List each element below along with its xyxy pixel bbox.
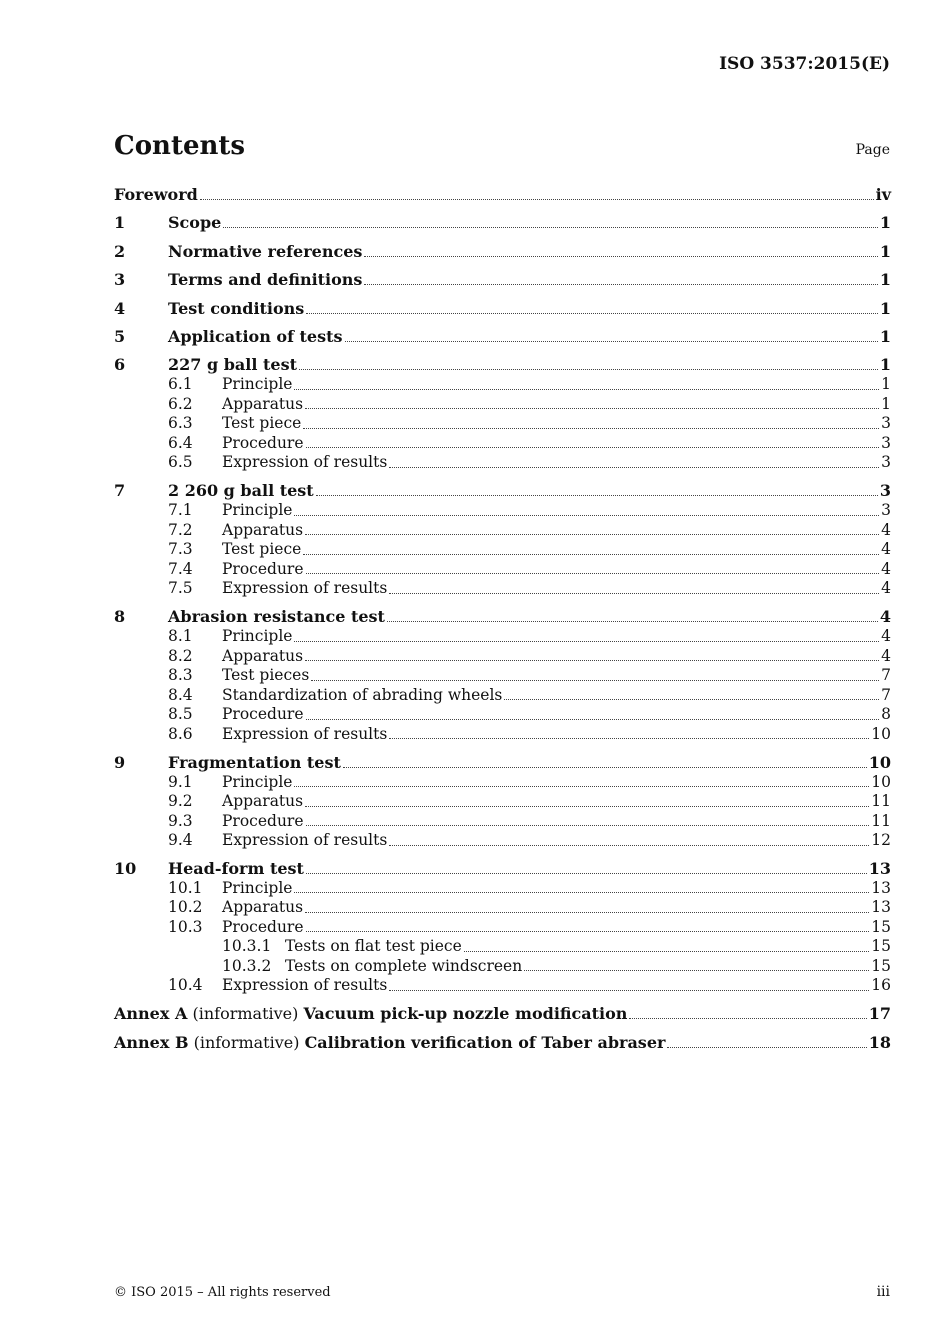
dot-leader bbox=[294, 785, 869, 787]
toc-entry-page: 10 bbox=[871, 724, 891, 743]
toc-entry-page: 4 bbox=[881, 559, 891, 578]
dot-leader bbox=[667, 1046, 866, 1048]
toc-entry-page: 3 bbox=[881, 414, 891, 433]
annex-heading bbox=[114, 1033, 665, 1053]
toc-entry-number: 10.3.1 bbox=[222, 937, 272, 956]
toc-entry[interactable] bbox=[114, 453, 891, 473]
toc-entry[interactable] bbox=[114, 375, 891, 395]
toc-entry-page: 1 bbox=[879, 326, 891, 346]
toc-entry-page: 1 bbox=[879, 298, 891, 318]
toc-entry[interactable] bbox=[114, 627, 891, 647]
toc-entry-number: 10.3 bbox=[168, 917, 203, 936]
dot-leader bbox=[389, 737, 869, 739]
toc-entry-page: 4 bbox=[881, 520, 891, 539]
toc-entry-page: 1 bbox=[881, 394, 891, 413]
toc-entry-page: 4 bbox=[881, 579, 891, 598]
toc-entry-title: Procedure bbox=[222, 559, 304, 578]
dot-leader bbox=[345, 340, 878, 342]
dot-leader bbox=[464, 950, 869, 952]
toc-entry-page: 13 bbox=[868, 858, 891, 878]
toc-entry-page: 15 bbox=[871, 956, 891, 975]
toc-entry-number: 6.3 bbox=[168, 414, 193, 433]
toc-entry-number: 7 bbox=[114, 481, 126, 501]
toc-entry-page: iv bbox=[875, 185, 891, 204]
toc-entry[interactable] bbox=[114, 666, 891, 686]
toc-entry-number: 9.4 bbox=[168, 831, 193, 850]
toc-entry[interactable] bbox=[114, 725, 891, 745]
page-title: Contents bbox=[114, 131, 246, 161]
dot-leader bbox=[303, 427, 879, 429]
toc-entry[interactable] bbox=[114, 327, 891, 347]
toc-entry-number: 8.2 bbox=[168, 646, 193, 665]
dot-leader bbox=[294, 388, 879, 390]
toc-entry[interactable] bbox=[114, 918, 891, 938]
toc-annex-entry[interactable] bbox=[114, 1004, 891, 1024]
toc-entry[interactable] bbox=[114, 879, 891, 899]
toc-entry[interactable] bbox=[114, 812, 891, 832]
toc-entry-title: Apparatus bbox=[222, 646, 304, 665]
toc-entry-title: Procedure bbox=[222, 705, 304, 724]
dot-leader bbox=[305, 659, 879, 661]
annex-title: Calibration verification of Taber abraser bbox=[304, 1032, 666, 1052]
dot-leader bbox=[305, 407, 879, 409]
toc-entry-page: 8 bbox=[881, 705, 891, 724]
toc-entry[interactable] bbox=[114, 501, 891, 521]
toc-entry-page: 13 bbox=[871, 898, 891, 917]
toc-entry-page: 4 bbox=[881, 540, 891, 559]
toc-entry-title: Expression of results bbox=[222, 976, 388, 995]
dot-leader bbox=[389, 466, 879, 468]
annex-heading bbox=[114, 1004, 627, 1024]
toc-entry-page: 16 bbox=[871, 976, 891, 995]
dot-leader bbox=[629, 1017, 866, 1019]
dot-leader bbox=[306, 930, 870, 932]
toc-entry-title: 2 260 g ball test bbox=[168, 481, 314, 501]
toc-entry[interactable] bbox=[114, 957, 891, 977]
dot-leader bbox=[343, 766, 867, 768]
toc-entry-page: 7 bbox=[881, 685, 891, 704]
dot-leader bbox=[306, 824, 870, 826]
dot-leader bbox=[387, 620, 878, 622]
toc-entry[interactable] bbox=[114, 579, 891, 599]
toc-entry-page: 3 bbox=[881, 501, 891, 520]
toc-entry-title: Foreword bbox=[114, 185, 198, 204]
toc-entry-title: Test piece bbox=[222, 540, 302, 559]
toc-entry-number: 6.5 bbox=[168, 453, 193, 472]
dot-leader bbox=[294, 640, 879, 642]
toc-entry-page: 15 bbox=[871, 937, 891, 956]
annex-page: 18 bbox=[868, 1032, 891, 1052]
toc-entry-title: Standardization of abrading wheels bbox=[222, 685, 503, 704]
dot-leader bbox=[524, 969, 869, 971]
dot-leader bbox=[364, 283, 877, 285]
dot-leader bbox=[316, 494, 878, 496]
toc-entry[interactable] bbox=[114, 560, 891, 580]
toc-entry[interactable] bbox=[114, 831, 891, 851]
annex-page: 17 bbox=[868, 1004, 891, 1024]
toc-entry-number: 2 bbox=[114, 241, 126, 261]
table-of-contents bbox=[114, 185, 891, 1053]
toc-entry-title: Procedure bbox=[222, 433, 304, 452]
toc-entry-number: 7.5 bbox=[168, 579, 193, 598]
toc-entry-title: Expression of results bbox=[222, 579, 388, 598]
toc-entry-number: 10.4 bbox=[168, 976, 203, 995]
toc-entry[interactable] bbox=[114, 607, 891, 627]
dot-leader bbox=[389, 592, 879, 594]
toc-entry[interactable] bbox=[114, 976, 891, 996]
toc-entry-page: 1 bbox=[881, 375, 891, 394]
toc-entry-title: Test conditions bbox=[168, 298, 305, 318]
toc-entry-number: 8.3 bbox=[168, 666, 193, 685]
toc-entry-page: 4 bbox=[881, 646, 891, 665]
toc-entry[interactable] bbox=[114, 299, 891, 319]
toc-entry-number: 8.4 bbox=[168, 685, 193, 704]
toc-entry-title: Normative references bbox=[168, 241, 363, 261]
toc-entry-title: Apparatus bbox=[222, 520, 304, 539]
annex-type: (informative) bbox=[193, 1032, 300, 1052]
toc-entry-title: Principle bbox=[222, 501, 293, 520]
toc-entry-number: 9.1 bbox=[168, 772, 193, 791]
toc-entry-title: Expression of results bbox=[222, 724, 388, 743]
toc-entry[interactable] bbox=[114, 213, 891, 233]
toc-entry-page: 11 bbox=[871, 811, 891, 830]
toc-entry-title: Principle bbox=[222, 627, 293, 646]
toc-entry-number: 7.3 bbox=[168, 540, 193, 559]
document-id: ISO 3537:2015(E) bbox=[719, 54, 890, 74]
toc-entry-number: 9 bbox=[114, 752, 126, 772]
toc-entry-title: Fragmentation test bbox=[168, 752, 341, 772]
dot-leader bbox=[306, 312, 878, 314]
toc-entry-number: 7.4 bbox=[168, 559, 193, 578]
toc-entry-title: Test pieces bbox=[222, 666, 310, 685]
toc-entry-page: 4 bbox=[879, 607, 891, 627]
toc-entry-number: 6.4 bbox=[168, 433, 193, 452]
annex-label: Annex B bbox=[114, 1032, 189, 1052]
toc-entry-title: Principle bbox=[222, 375, 293, 394]
toc-entry-title: Terms and definitions bbox=[168, 270, 363, 290]
toc-entry-page: 3 bbox=[881, 453, 891, 472]
dot-leader bbox=[200, 198, 874, 200]
toc-entry-number: 8 bbox=[114, 607, 126, 627]
toc-entry-page: 10 bbox=[868, 752, 891, 772]
toc-entry-number: 6.1 bbox=[168, 375, 193, 394]
toc-entry-number: 10.1 bbox=[168, 878, 203, 897]
toc-entry-title: Procedure bbox=[222, 811, 304, 830]
toc-entry[interactable] bbox=[114, 521, 891, 541]
dot-leader bbox=[306, 872, 867, 874]
annex-label: Annex A bbox=[114, 1004, 188, 1024]
toc-entry-page: 3 bbox=[881, 433, 891, 452]
dot-leader bbox=[305, 805, 869, 807]
toc-entry[interactable] bbox=[114, 540, 891, 560]
toc-entry-page: 4 bbox=[881, 627, 891, 646]
toc-entry-title: Expression of results bbox=[222, 831, 388, 850]
toc-entry-page: 11 bbox=[871, 792, 891, 811]
toc-entry-number: 8.5 bbox=[168, 705, 193, 724]
toc-entry[interactable] bbox=[114, 753, 891, 773]
toc-entry-title: Procedure bbox=[222, 917, 304, 936]
toc-entry-title: Tests on flat test piece bbox=[285, 937, 462, 956]
dot-leader bbox=[294, 514, 879, 516]
toc-annex-entry[interactable] bbox=[114, 1033, 891, 1053]
toc-entry-number: 10.2 bbox=[168, 898, 203, 917]
toc-entry-number: 6.2 bbox=[168, 394, 193, 413]
toc-entry-page: 15 bbox=[871, 917, 891, 936]
toc-entry-title: Apparatus bbox=[222, 898, 304, 917]
dot-leader bbox=[299, 368, 878, 370]
toc-entry-title: Apparatus bbox=[222, 792, 304, 811]
dot-leader bbox=[364, 255, 877, 257]
copyright-notice: © ISO 2015 – All rights reserved bbox=[114, 1285, 331, 1300]
toc-entry-number: 8.1 bbox=[168, 627, 193, 646]
toc-entry[interactable] bbox=[114, 647, 891, 667]
dot-leader bbox=[389, 844, 869, 846]
toc-entry-number: 10 bbox=[114, 858, 137, 878]
toc-entry-number: 9.2 bbox=[168, 792, 193, 811]
toc-entry-page: 1 bbox=[879, 241, 891, 261]
toc-entry-number: 8.6 bbox=[168, 724, 193, 743]
toc-entry[interactable] bbox=[114, 792, 891, 812]
dot-leader bbox=[389, 989, 869, 991]
toc-entry-number: 7.1 bbox=[168, 501, 193, 520]
dot-leader bbox=[504, 698, 879, 700]
dot-leader bbox=[305, 911, 869, 913]
toc-entry-title: Abrasion resistance test bbox=[168, 607, 385, 627]
toc-entry-page: 7 bbox=[881, 666, 891, 685]
toc-entry[interactable] bbox=[114, 242, 891, 262]
page-column-label: Page bbox=[855, 142, 890, 158]
toc-entry-number: 1 bbox=[114, 213, 126, 233]
toc-entry[interactable] bbox=[114, 414, 891, 434]
toc-entry-number: 9.3 bbox=[168, 811, 193, 830]
toc-entry[interactable] bbox=[114, 395, 891, 415]
toc-entry-number: 5 bbox=[114, 326, 126, 346]
toc-entry-title: Principle bbox=[222, 772, 293, 791]
dot-leader bbox=[311, 679, 879, 681]
toc-entry-page: 12 bbox=[871, 831, 891, 850]
toc-entry[interactable] bbox=[114, 705, 891, 725]
toc-entry-page: 3 bbox=[879, 481, 891, 501]
toc-entry-title: Head-form test bbox=[168, 858, 304, 878]
toc-entry[interactable] bbox=[114, 481, 891, 501]
annex-type: (informative) bbox=[192, 1004, 299, 1024]
toc-entry-title: Test piece bbox=[222, 414, 302, 433]
toc-entry-number: 4 bbox=[114, 298, 126, 318]
toc-entry[interactable] bbox=[114, 859, 891, 879]
dot-leader bbox=[223, 226, 878, 228]
toc-entry[interactable] bbox=[114, 185, 891, 205]
toc-entry-page: 1 bbox=[879, 270, 891, 290]
toc-entry-number: 3 bbox=[114, 270, 126, 290]
toc-entry-page: 1 bbox=[879, 355, 891, 375]
dot-leader bbox=[306, 572, 880, 574]
toc-entry[interactable] bbox=[114, 898, 891, 918]
dot-leader bbox=[305, 533, 879, 535]
toc-entry-title: Scope bbox=[168, 213, 222, 233]
toc-entry-page: 10 bbox=[871, 772, 891, 791]
toc-entry[interactable] bbox=[114, 434, 891, 454]
toc-entry-page: 13 bbox=[871, 878, 891, 897]
toc-entry-title: Expression of results bbox=[222, 453, 388, 472]
toc-entry-title: Apparatus bbox=[222, 394, 304, 413]
page-number: iii bbox=[876, 1284, 890, 1300]
toc-entry[interactable] bbox=[114, 937, 891, 957]
toc-entry-number: 7.2 bbox=[168, 520, 193, 539]
toc-entry-title: Application of tests bbox=[168, 326, 343, 346]
toc-entry-number: 10.3.2 bbox=[222, 956, 272, 975]
dot-leader bbox=[294, 891, 869, 893]
toc-entry[interactable] bbox=[114, 355, 891, 375]
toc-entry-number: 6 bbox=[114, 355, 126, 375]
toc-entry-title: 227 g ball test bbox=[168, 355, 297, 375]
dot-leader bbox=[306, 718, 880, 720]
dot-leader bbox=[306, 446, 880, 448]
toc-entry-title: Principle bbox=[222, 878, 293, 897]
toc-entry[interactable] bbox=[114, 686, 891, 706]
dot-leader bbox=[303, 553, 879, 555]
toc-entry[interactable] bbox=[114, 773, 891, 793]
toc-entry-title: Tests on complete windscreen bbox=[285, 956, 523, 975]
annex-title: Vacuum pick-up nozzle modification bbox=[303, 1004, 628, 1024]
toc-entry-page: 1 bbox=[879, 213, 891, 233]
toc-entry[interactable] bbox=[114, 270, 891, 290]
